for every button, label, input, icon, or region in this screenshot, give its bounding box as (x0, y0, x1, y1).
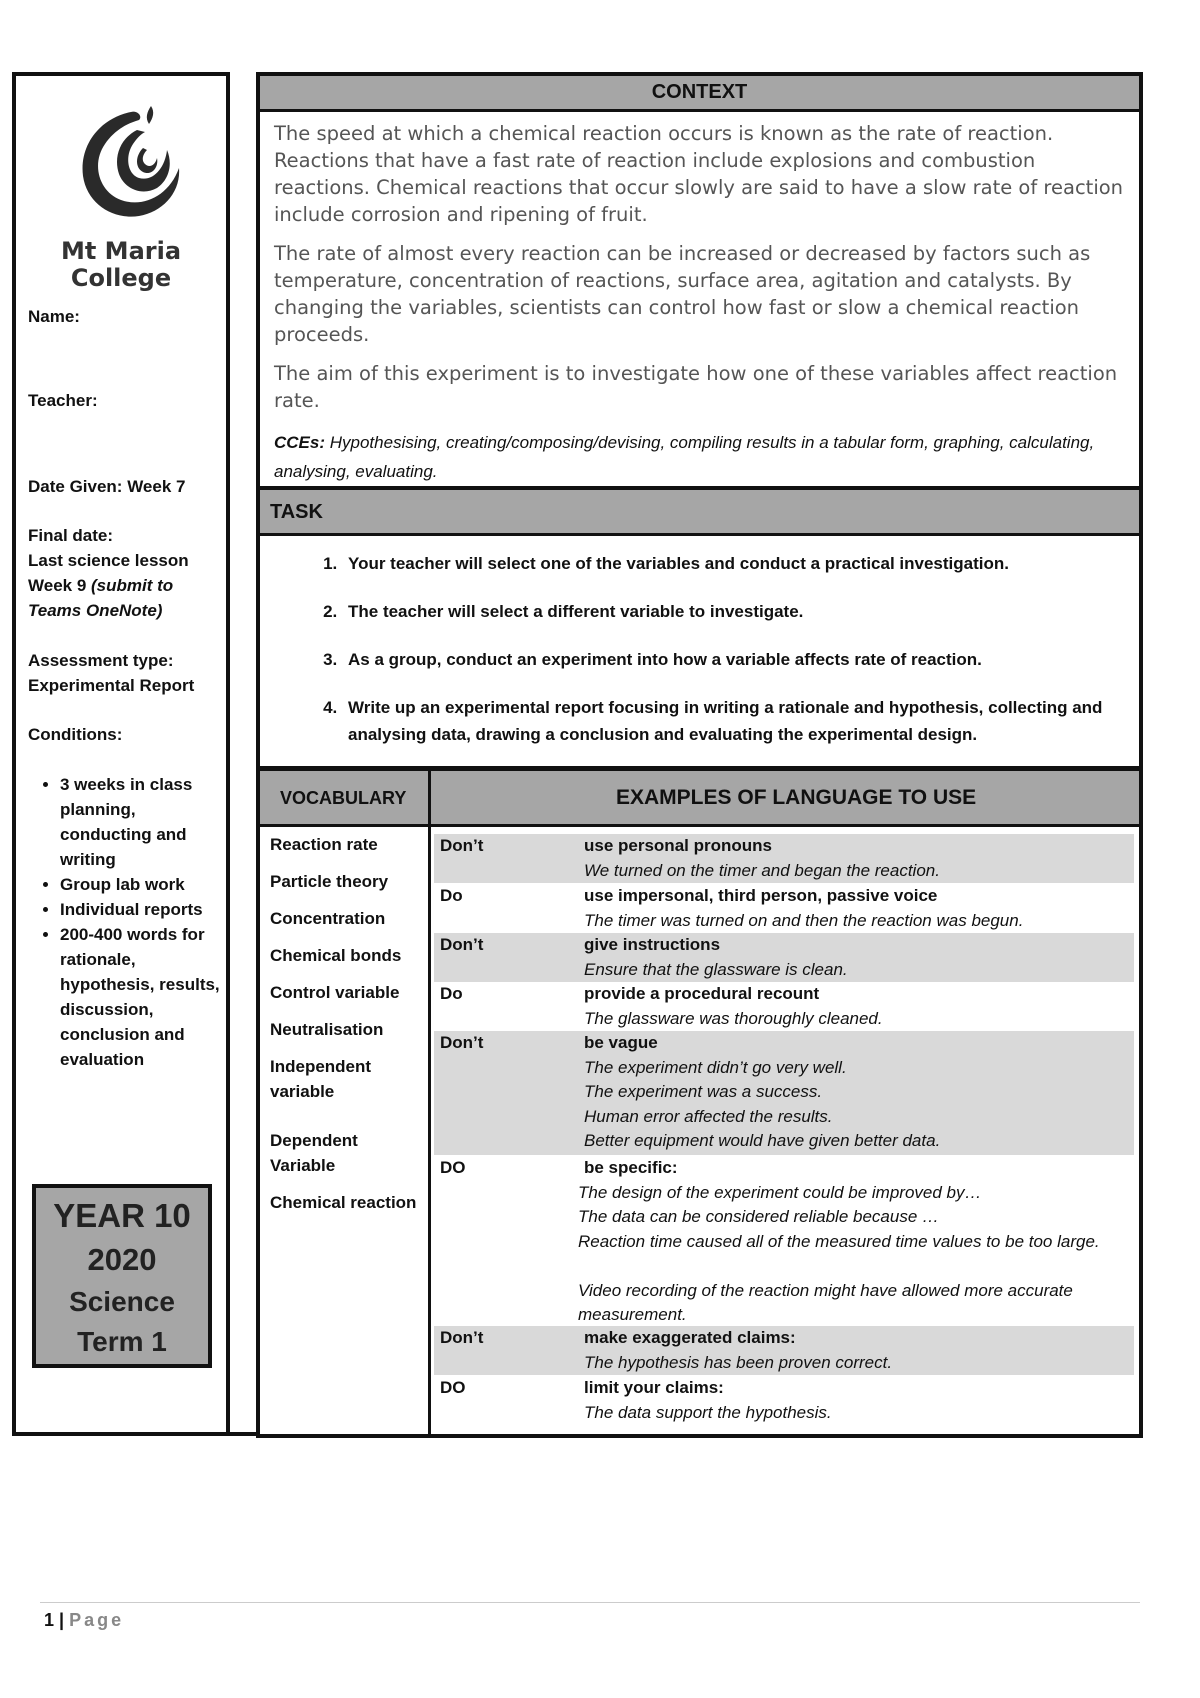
example-line: The experiment didn’t go very well. (584, 1057, 847, 1077)
example-heading: use impersonal, third person, passive voice (584, 886, 938, 905)
language-example-row (434, 933, 1134, 982)
vocabulary-term: Independent variable (270, 1057, 372, 1101)
example-label: Don’t (440, 1328, 484, 1347)
vocabulary-term: Concentration (270, 909, 386, 928)
assessment-main-panel (256, 72, 1143, 1438)
vocabulary-header: VOCABULARY (280, 788, 407, 808)
language-example-row (434, 1326, 1134, 1375)
example-heading: give instructions (584, 935, 721, 954)
example-line: The hypothesis has been proven correct. (584, 1352, 893, 1372)
example-line: Better equipment would have given better data. (584, 1131, 941, 1150)
context-paragraph: The rate of almost every reaction can be increased or decreased by factors such as temperature, concentration of reactions, surface area, agitation and catalysts. By changing the variables, scientists can control how fast or slow a chemical reaction proceeds. (274, 242, 1091, 346)
conditions-label: Conditions: (28, 725, 123, 744)
cces-text: Hypothesising, creating/composing/devising, compiling results in a tabular form, graphing, calculating, analysing, evaluating. (274, 433, 1095, 481)
final-date-label: Final date: (28, 526, 114, 545)
example-heading: provide a procedural recount (584, 984, 820, 1003)
term-label: Term 1 (77, 1326, 167, 1357)
cces-label: CCEs: (274, 433, 326, 452)
assessment-type-value: Experimental Report (28, 676, 195, 695)
example-label: Don’t (440, 935, 484, 954)
vocabulary-term: Dependent Variable (270, 1131, 358, 1175)
vocabulary-header-row (260, 771, 1139, 827)
cces-line (274, 428, 1134, 486)
example-line: The design of the experiment could be improved by… (578, 1182, 982, 1202)
assessment-type-block (28, 648, 194, 698)
task-header: TASK (260, 486, 1139, 536)
vocabulary-term: Chemical bonds (270, 946, 402, 965)
final-date-block (28, 523, 189, 623)
college-logo-icon (71, 104, 191, 222)
language-example-row (434, 982, 1134, 1031)
task-list (310, 550, 1120, 769)
example-line: Ensure that the glassware is clean. (584, 959, 848, 979)
condition-item: • Group lab work (60, 872, 220, 897)
task-item: 4. Write up an experimental report focusing in writing a rationale and hypothesis, collecting and analysing data, drawing a conclusion and evaluating the experimental design. (342, 694, 1120, 748)
example-line: The data support the hypothesis. (584, 1402, 832, 1422)
example-line: Human error affected the results. (584, 1106, 833, 1126)
year-label: YEAR 10 (53, 1197, 191, 1234)
vocabulary-term: Reaction rate (270, 835, 378, 854)
page-word: Page (69, 1610, 125, 1630)
example-line: The experiment was a success. (584, 1082, 823, 1101)
conditions-list (30, 772, 220, 1072)
vocabulary-term: Particle theory (270, 872, 389, 891)
language-example-row (434, 1156, 1134, 1326)
page-separator: | (59, 1610, 65, 1630)
final-date-line2: Week 9 (submit to (28, 576, 174, 595)
condition-item: • 200-400 words for rationale, hypothesis, results, discussion, conclusion and evaluation (60, 922, 220, 1072)
year-number: 2020 (87, 1242, 157, 1277)
footer-rule (40, 1602, 1140, 1603)
example-line: We turned on the timer and began the reaction. (584, 860, 940, 880)
college-name: Mt Maria College (60, 237, 182, 292)
student-info-panel (12, 72, 230, 1436)
vocabulary-term: Neutralisation (270, 1020, 384, 1039)
task-item: 1. Your teacher will select one of the variables and conduct a practical investigation. (342, 550, 1120, 577)
vocabulary-term: Control variable (270, 983, 400, 1002)
final-date-note: Teams OneNote) (28, 601, 163, 620)
subject-label: Science (69, 1286, 175, 1317)
language-example-row (434, 834, 1134, 883)
example-heading: limit your claims: (584, 1378, 724, 1397)
example-line: Video recording of the reaction might have allowed more accurate measurement. (578, 1280, 1073, 1324)
vocabulary-term: Chemical reaction (270, 1193, 417, 1212)
final-date-line1: Last science lesson (28, 551, 189, 570)
example-line: The timer was turned on and then the reaction was begun. (584, 910, 1024, 930)
examples-header: EXAMPLES OF LANGUAGE TO USE (616, 786, 977, 809)
task-item: 2. The teacher will select a different variable to investigate. (342, 598, 1120, 625)
assessment-type-label: Assessment type: (28, 651, 174, 670)
context-paragraph: The speed at which a chemical reaction occurs is known as the rate of reaction. Reactions that have a fast rate of reaction include explosions and combustion reactions. Chemical reactions that occur slowly are said to have a slow rate of reaction include corrosion and ripening of fruit. (274, 122, 1124, 226)
example-label: DO (440, 1378, 466, 1397)
example-label: Do (440, 886, 463, 905)
task-item: 3. As a group, conduct an experiment into how a variable affects rate of reaction. (342, 646, 1120, 673)
example-label: Do (440, 984, 463, 1003)
page-footer (44, 1610, 124, 1631)
language-example-row (434, 1031, 1134, 1155)
example-line: The data can be considered reliable because … (578, 1207, 940, 1226)
example-line: Reaction time caused all of the measured time values to be too large. (578, 1231, 1100, 1251)
teacher-label: Teacher: (28, 391, 98, 410)
context-header: CONTEXT (260, 76, 1139, 112)
name-label: Name: (28, 307, 80, 326)
page-number: 1 (44, 1610, 55, 1630)
date-given: Date Given: Week 7 (28, 477, 186, 496)
language-example-row (434, 1376, 1134, 1425)
example-heading: make exaggerated claims: (584, 1328, 796, 1347)
year-term-badge (32, 1184, 212, 1368)
example-label: DO (440, 1158, 466, 1177)
example-label: Don’t (440, 836, 484, 855)
condition-item: • 3 weeks in class planning, conducting and writing (60, 772, 220, 872)
example-line: The glassware was thoroughly cleaned. (584, 1008, 883, 1028)
language-example-row (434, 884, 1134, 933)
condition-item: • Individual reports (60, 897, 220, 922)
example-label: Don’t (440, 1033, 484, 1052)
example-heading: be vague (584, 1033, 658, 1052)
example-heading: use personal pronouns (584, 836, 772, 855)
column-divider (428, 771, 431, 1434)
context-paragraph: The aim of this experiment is to investigate how one of these variables affect reaction rate. (274, 362, 1118, 412)
example-heading: be specific: (584, 1158, 678, 1177)
context-body (274, 120, 1130, 426)
